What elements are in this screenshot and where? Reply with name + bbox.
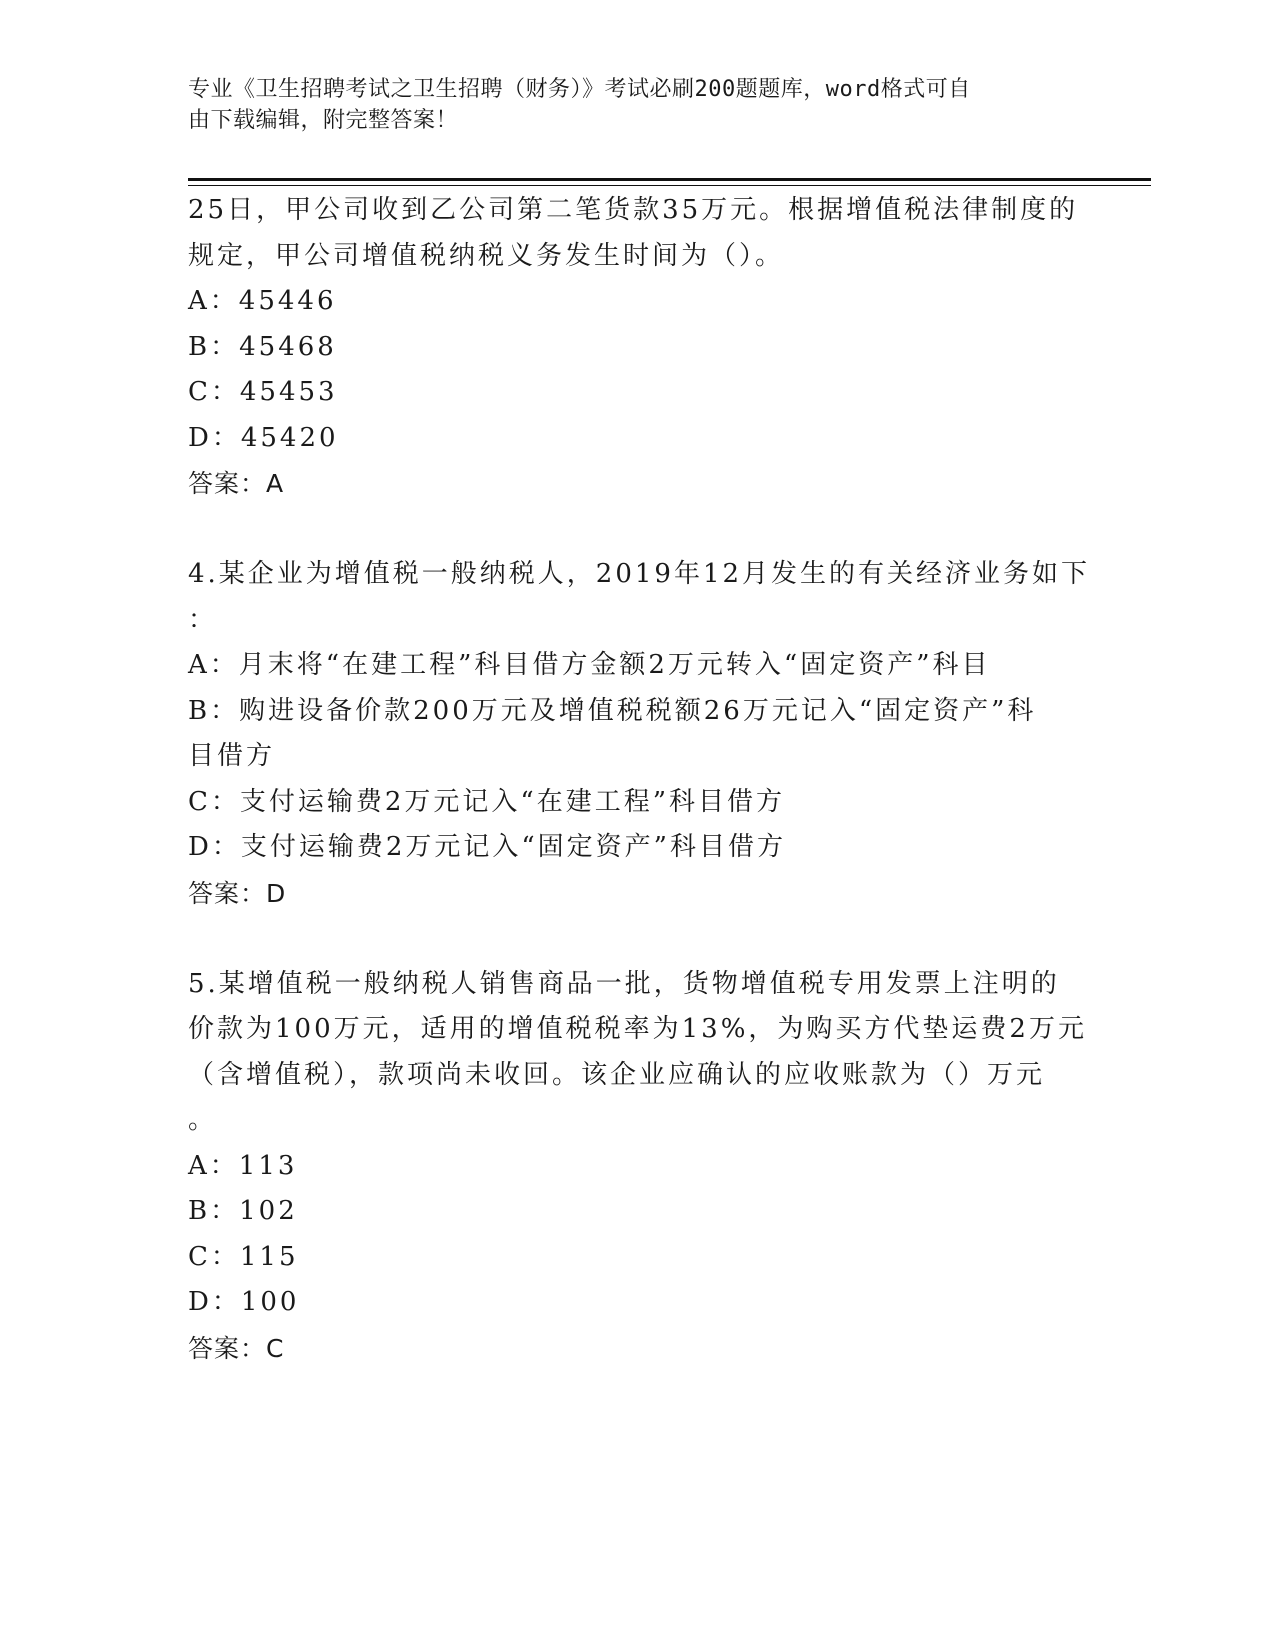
option-b: B：102 xyxy=(188,1196,298,1226)
spacer xyxy=(188,916,1088,962)
option-a: A：113 xyxy=(188,1150,298,1181)
question-4 xyxy=(188,552,1091,916)
option-c: C：45453 xyxy=(188,377,338,407)
option-b: B：45468 xyxy=(188,331,337,362)
answer-line: 答案：A xyxy=(188,469,285,498)
question-stem-line: 4.某企业为增值税一般纳税人，2019年12月发生的有关经济业务如下 xyxy=(188,559,1091,589)
question-stem-line: 价款为100万元，适用的增值税税率为13%，为购买方代垫运费2万元 xyxy=(188,1014,1087,1044)
question-stem-line: （含增值税），款项尚未收回。该企业应确认的应收账款为（）万元 xyxy=(188,1059,1046,1090)
question-stem-line: ： xyxy=(188,604,218,635)
option-d: D：支付运输费2万元记入“固定资产”科目借方 xyxy=(188,832,786,862)
option-a: A：45446 xyxy=(188,286,337,316)
question-stem-line: 规定，甲公司增值税纳税义务发生时间为（）。 xyxy=(188,240,785,271)
option-d: D：45420 xyxy=(188,422,339,453)
header-line-1: 专业《卫生招聘考试之卫生招聘（财务）》考试必刷200题题库，word格式可自 xyxy=(188,77,971,102)
header-line-2: 由下载编辑，附完整答案！ xyxy=(188,108,459,133)
question-stem-line: 25日，甲公司收到乙公司第二笔货款35万元。根据增值税法律制度的 xyxy=(188,195,1079,225)
question-list xyxy=(188,188,1091,1371)
header-rule-thick xyxy=(188,178,1151,181)
answer-line: 答案：C xyxy=(188,1333,285,1363)
question-5 xyxy=(188,962,1088,1372)
option-c: C：支付运输费2万元记入“在建工程”科目借方 xyxy=(188,786,786,817)
question-stem-line: 5.某增值税一般纳税人销售商品一批，货物增值税专用发票上注明的 xyxy=(188,968,1060,999)
spacer xyxy=(188,507,1088,553)
option-c: C：115 xyxy=(188,1241,299,1272)
option-b-continued: 目借方 xyxy=(188,741,276,771)
question-stem-line: 。 xyxy=(188,1105,218,1135)
option-d: D：100 xyxy=(188,1287,300,1317)
header-rule-thin xyxy=(188,185,1151,186)
document-header xyxy=(188,74,1088,136)
answer-line: 答案：D xyxy=(188,878,287,908)
option-b: B：购进设备价款200万元及增值税税额26万元记入“固定资产”科 xyxy=(188,695,1037,726)
question-3 xyxy=(188,188,1088,507)
option-a: A：月末将“在建工程”科目借方金额2万元转入“固定资产”科目 xyxy=(188,650,991,680)
